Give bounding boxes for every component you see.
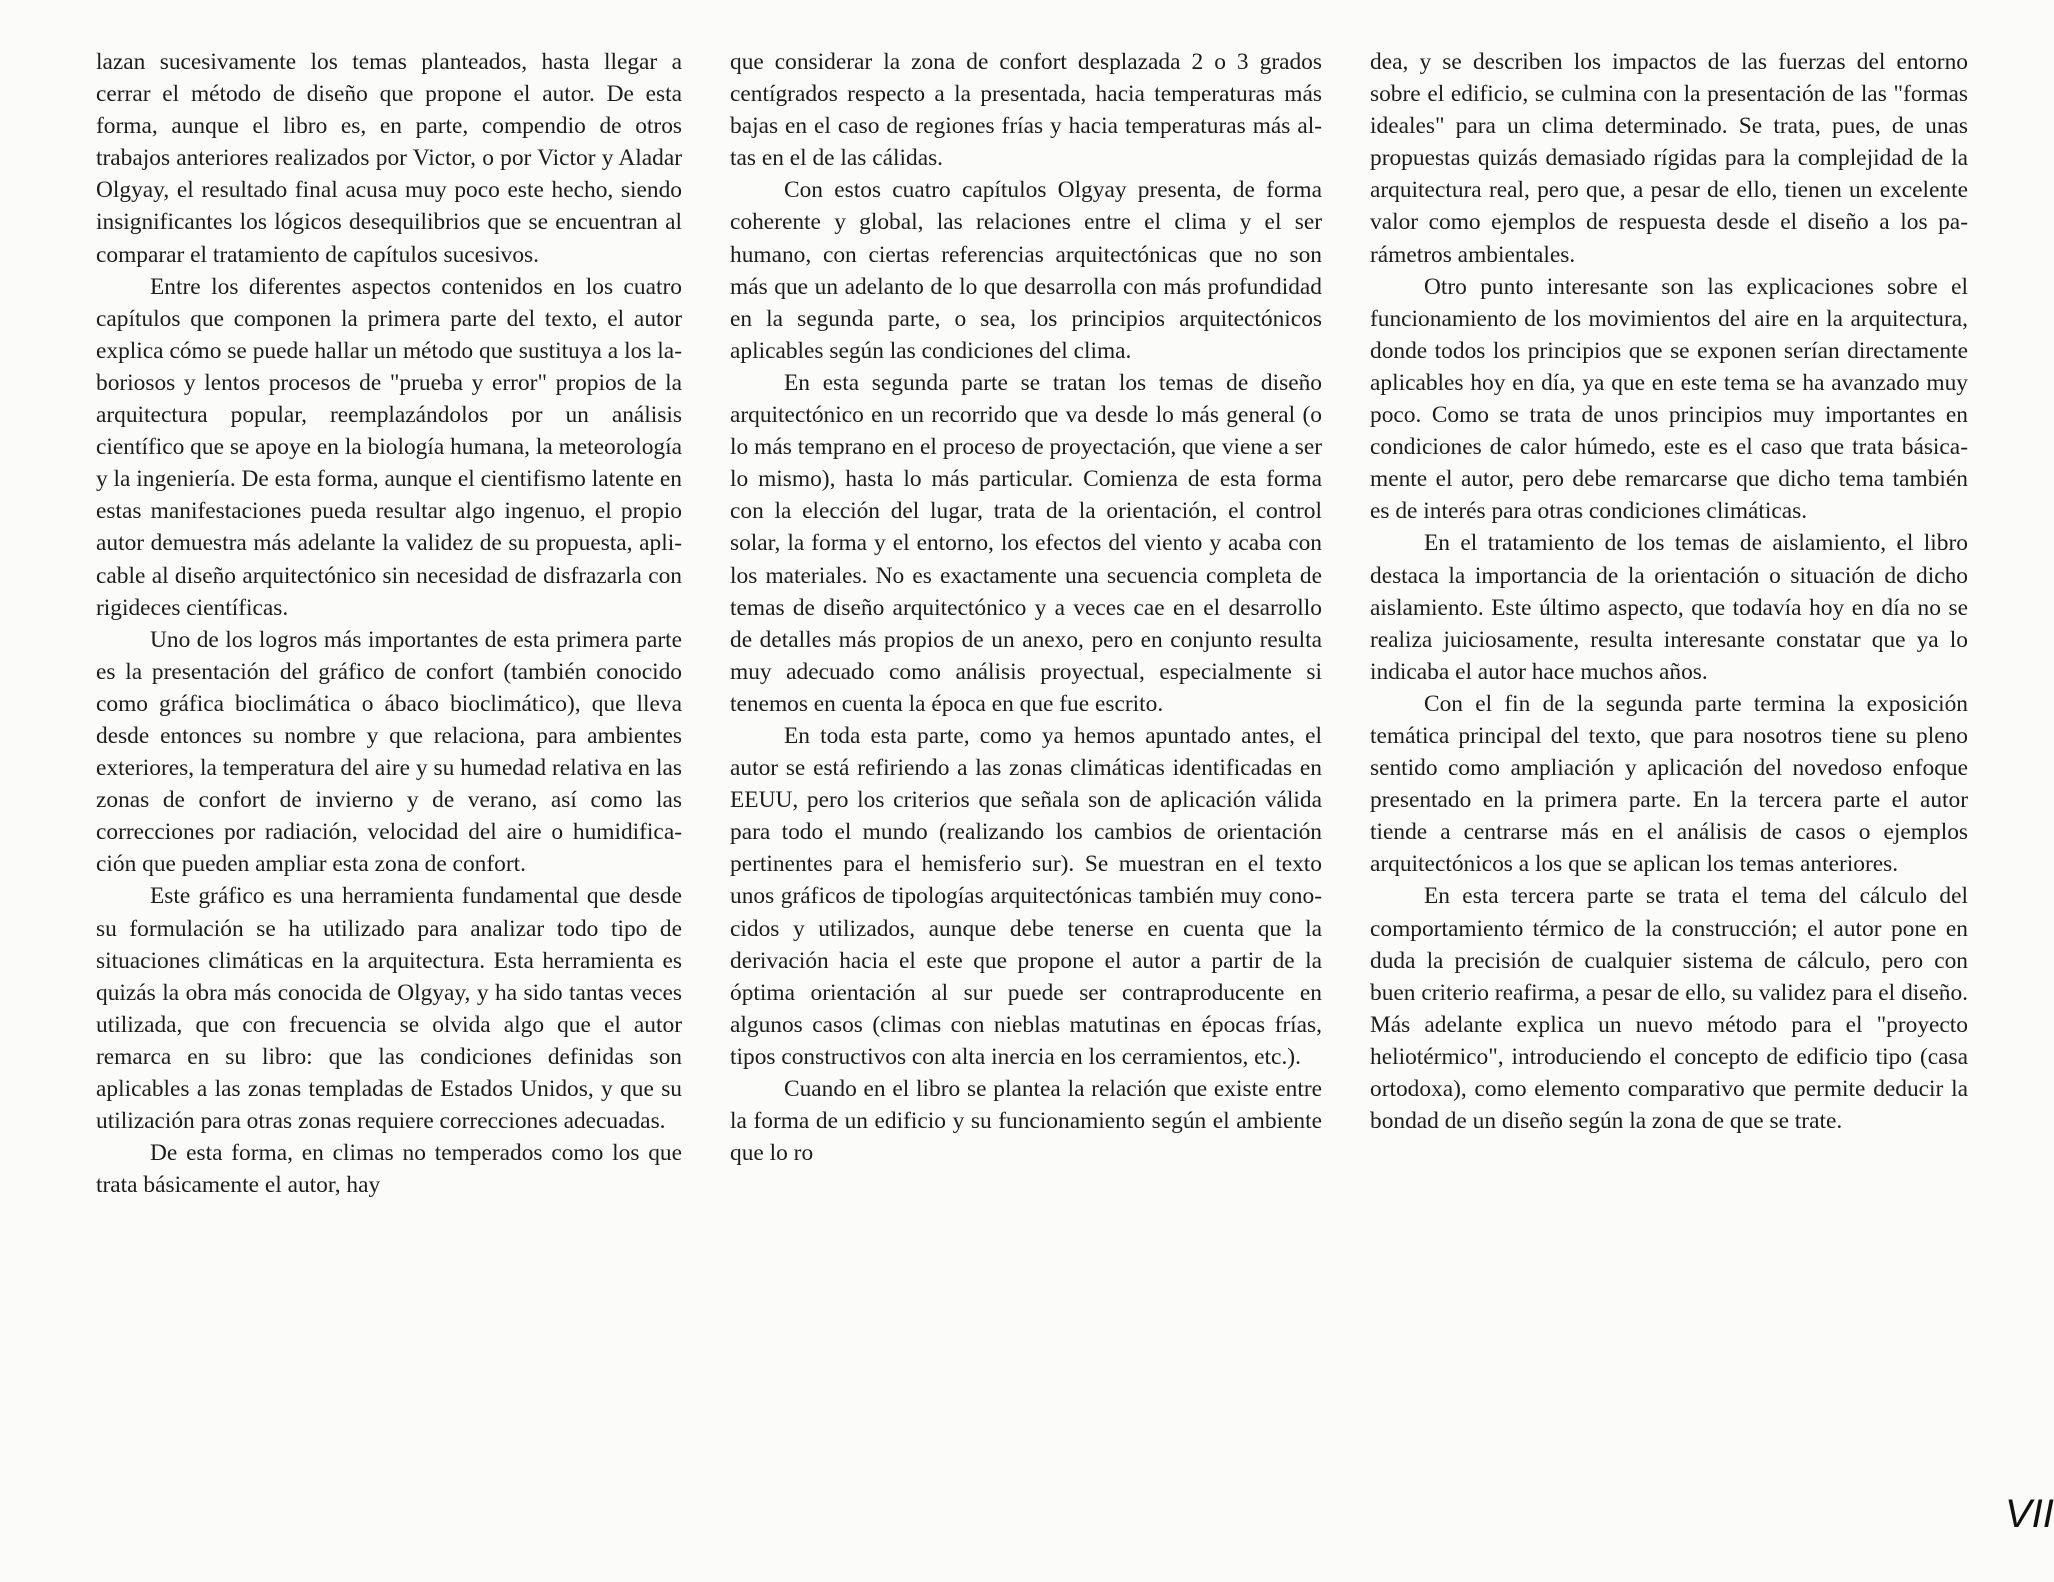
paragraph: Cuando en el libro se plantea la relación que existe entre la forma de un edificio y su funcionamiento según el ambiente que lo ro bbox=[730, 1076, 1322, 1167]
paragraph: Con el fin de la segunda parte termina la exposición temática principal del texto, que para nosotros tiene su pleno sentido como ampliación y aplicación del novedoso enfoque presentado en la primera parte. En la tercera parte el autor tiende a centrarse más en el análisis de casos o ejemplos arquitectónicos a los que se aplican los temas anteriores. bbox=[1370, 690, 1968, 878]
paragraph: Otro punto interesante son las explicaciones sobre el funcionamiento de los movimientos del aire en la arquitectura, donde todos los principios que se exponen serían directamente aplicables hoy en día, ya que en este tema se ha avanzado muy poco. Como se trata de unos principios muy importantes en condiciones de calor húmedo, este es el caso que trata básicamente el autor, pero debe remarcarse que dicho tema también es de interés para otras condiciones climáticas. bbox=[1370, 273, 1968, 525]
paragraph: Uno de los logros más importantes de esta primera parte es la presentación del gráfico de confort (también conocido como gráfica bioclimática o ábaco bioclimático), que lleva desde entonces su nombre y que relaciona, para ambientes exteriores, la temperatura del aire y su humedad relativa en las zonas de confort de invierno y de verano, así como las correcciones por radiación, velocidad del aire o humidificación que pueden ampliar esta zona de confort. bbox=[96, 626, 682, 878]
paragraph: En esta tercera parte se trata el tema del cálculo del comportamiento térmico de la construcción; el autor pone en duda la precisión de cualquier sistema de cálculo, pero con buen criterio reafirma, a pesar de ello, su validez para el diseño. Más adelante explica un nuevo método para el "proyecto heliotérmico", introduciendo el concepto de edificio tipo (casa ortodoxa), como elemento comparativo que permite deducir la bondad de un diseño según la zona de que se trate. bbox=[1370, 883, 1968, 1135]
paragraph: lazan sucesivamente los temas planteados, hasta llegar a cerrar el método de diseño que propone el autor. De esta forma, aunque el libro es, en parte, compendio de otros trabajos anteriores realizados por Victor, o por Victor y Aladar Olgyay, el resultado final acusa muy poco este hecho, siendo insignificantes los lógicos desequilibrios que se encuentran al comparar el tratamiento de capítulos sucesivos. bbox=[96, 49, 682, 268]
text-column-middle bbox=[730, 46, 1322, 1169]
paragraph: En esta segunda parte se tratan los temas de diseño arquitectónico en un recorrido que va desde lo más general (o lo más temprano en el proceso de proyectación, que viene a ser lo mismo), hasta lo más particular. Comienza de esta forma con la elección del lugar, trata de la orientación, el control solar, la forma y el entorno, los efectos del viento y acaba con los materiales. No es exactamente una secuencia completa de temas de diseño arquitectónico y a veces cae en el desarrollo de detalles más propios de un anexo, pero en conjunto resulta muy adecuado como análisis proyectual, especialmente si tenemos en cuenta la época en que fue escrito. bbox=[730, 369, 1322, 717]
paragraph: dea, y se describen los impactos de las fuerzas del entorno sobre el edificio, se culmina con la presentación de las "formas ideales" para un clima determinado. Se trata, pues, de unas propuestas quizás demasiado rígidas para la complejidad de la arquitectura real, pero que, a pesar de ello, tienen un excelente valor como ejemplos de respuesta desde el diseño a los parámetros ambientales. bbox=[1370, 49, 1968, 268]
paragraph: De esta forma, en climas no temperados como los que trata básicamente el autor, hay bbox=[96, 1140, 682, 1199]
paragraph: que considerar la zona de confort desplazada 2 o 3 grados centígrados respecto a la presentada, hacia temperaturas más bajas en el caso de regiones frías y hacia temperaturas más altas en el de las cálidas. bbox=[730, 49, 1322, 172]
text-column-right bbox=[1370, 46, 1968, 1137]
page-number: VII bbox=[2005, 1492, 2054, 1536]
text-column-left bbox=[96, 46, 682, 1201]
paragraph: Este gráfico es una herramienta fundamental que desde su formulación se ha utilizado para analizar todo tipo de situaciones climáticas en la arquitectura. Esta herramienta es quizás la obra más conocida de Olgyay, y ha sido tantas veces utilizada, que con frecuencia se olvida algo que el autor remarca en su libro: que las condiciones definidas son aplicables a las zonas templadas de Estados Unidos, y que su utilización para otras zonas requiere correcciones adecuadas. bbox=[96, 883, 682, 1135]
paragraph: Entre los diferentes aspectos contenidos en los cuatro capítulos que componen la primera parte del texto, el autor explica cómo se puede hallar un método que sustituya a los laboriosos y lentos procesos de "prueba y error" propios de la arquitectura popular, reemplazándolos por un análisis científico que se apoye en la biología humana, la meteorología y la ingeniería. De esta forma, aunque el cientifismo latente en estas manifestaciones pueda resultar algo ingenuo, el propio autor demuestra más adelante la validez de su propuesta, aplicable al diseño arquitectónico sin necesidad de disfrazarla con rigideces científicas. bbox=[96, 273, 682, 621]
paragraph: Con estos cuatro capítulos Olgyay presenta, de forma coherente y global, las relaciones entre el clima y el ser humano, con ciertas referencias arquitectónicas que no son más que un adelanto de lo que desarrolla con más profundidad en la segunda parte, o sea, los principios arquitectónicos aplicables según las condiciones del clima. bbox=[730, 177, 1322, 364]
paragraph: En toda esta parte, como ya hemos apuntado antes, el autor se está refiriendo a las zonas climáticas identificadas en EEUU, pero los criterios que señala son de aplicación válida para todo el mundo (realizando los cambios de orientación pertinentes para el hemisferio sur). Se muestran en el texto unos gráficos de tipologías arquitectónicas también muy conocidos y utilizados, aunque debe tenerse en cuenta que la derivación hacia el este que propone el autor a partir de la óptima orientación al sur puede ser contraproducente en algunos casos (climas con nieblas matutinas en épocas frías, tipos constructivos con alta inercia en los cerramientos, etc.). bbox=[730, 722, 1322, 1070]
paragraph: En el tratamiento de los temas de aislamiento, el libro destaca la importancia de la orientación o situación de dicho aislamiento. Este último aspecto, que todavía hoy en día no se realiza juiciosamente, resulta interesante constatar que ya lo indicaba el autor hace muchos años. bbox=[1370, 530, 1968, 685]
